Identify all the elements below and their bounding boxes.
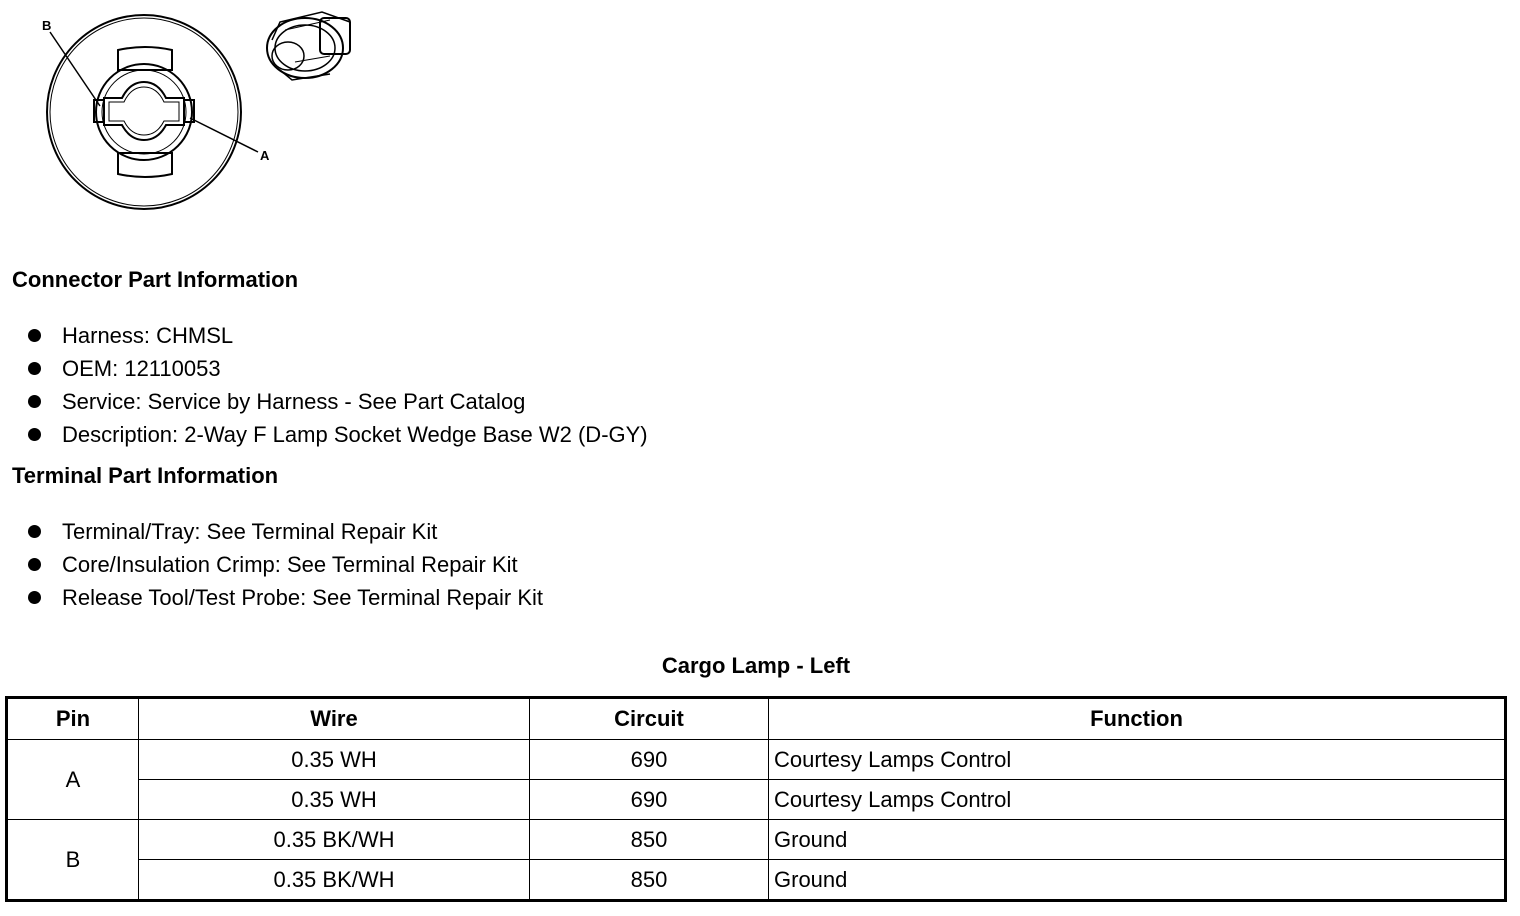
bullet-icon (28, 329, 41, 342)
pin-cell: B (7, 820, 139, 901)
wire-cell: 0.35 BK/WH (139, 860, 530, 901)
pin-cell: A (7, 740, 139, 820)
connector-diagram (30, 0, 390, 220)
table-row (7, 740, 1506, 780)
header-wire: Wire (139, 698, 530, 740)
header-function: Function (769, 698, 1506, 740)
table-row (7, 780, 1506, 820)
bullet-icon (28, 362, 41, 375)
circuit-cell: 850 (530, 860, 769, 901)
pin-b-callout: B (42, 18, 52, 33)
table-title: Cargo Lamp - Left (661, 653, 851, 678)
circuit-cell: 690 (530, 740, 769, 780)
function-cell: Courtesy Lamps Control (769, 780, 1506, 820)
header-pin: Pin (7, 698, 139, 740)
circuit-cell: 850 (530, 820, 769, 860)
function-cell: Courtesy Lamps Control (769, 740, 1506, 780)
circuit-cell: 690 (530, 780, 769, 820)
list-item (28, 515, 543, 548)
list-item (28, 418, 648, 451)
function-cell: Ground (769, 820, 1506, 860)
oem-text: OEM: 12110053 (62, 355, 221, 381)
crimp-text: Core/Insulation Crimp: See Terminal Repair Kit (62, 551, 518, 577)
service-text: Service: Service by Harness - See Part Catalog (62, 388, 526, 414)
bullet-icon (28, 395, 41, 408)
list-item (28, 385, 648, 418)
bullet-icon (28, 525, 41, 538)
wire-cell: 0.35 WH (139, 740, 530, 780)
terminal-tray-text: Terminal/Tray: See Terminal Repair Kit (62, 518, 438, 544)
socket-3d-view (267, 12, 350, 80)
terminal-part-heading: Terminal Part Information (12, 463, 279, 488)
list-item (28, 352, 648, 385)
list-item (28, 319, 648, 352)
pin-table (5, 696, 1507, 902)
header-circuit: Circuit (530, 698, 769, 740)
function-cell: Ground (769, 860, 1506, 901)
terminal-part-list (28, 515, 543, 614)
list-item (28, 581, 543, 614)
wire-cell: 0.35 WH (139, 780, 530, 820)
table-row (7, 820, 1506, 860)
connector-part-list (28, 319, 648, 451)
harness-text: Harness: CHMSL (62, 322, 234, 348)
description-text: Description: 2-Way F Lamp Socket Wedge Base W2 (D-GY) (62, 421, 648, 447)
release-tool-text: Release Tool/Test Probe: See Terminal Repair Kit (62, 584, 543, 610)
connector-face-illustration (30, 0, 390, 220)
connector-part-heading: Connector Part Information (12, 267, 299, 292)
pin-a-callout: A (260, 148, 270, 163)
wire-cell: 0.35 BK/WH (139, 820, 530, 860)
table-row (7, 860, 1506, 901)
list-item (28, 548, 543, 581)
table-header-row (7, 698, 1506, 740)
bullet-icon (28, 428, 41, 441)
bullet-icon (28, 591, 41, 604)
bullet-icon (28, 558, 41, 571)
